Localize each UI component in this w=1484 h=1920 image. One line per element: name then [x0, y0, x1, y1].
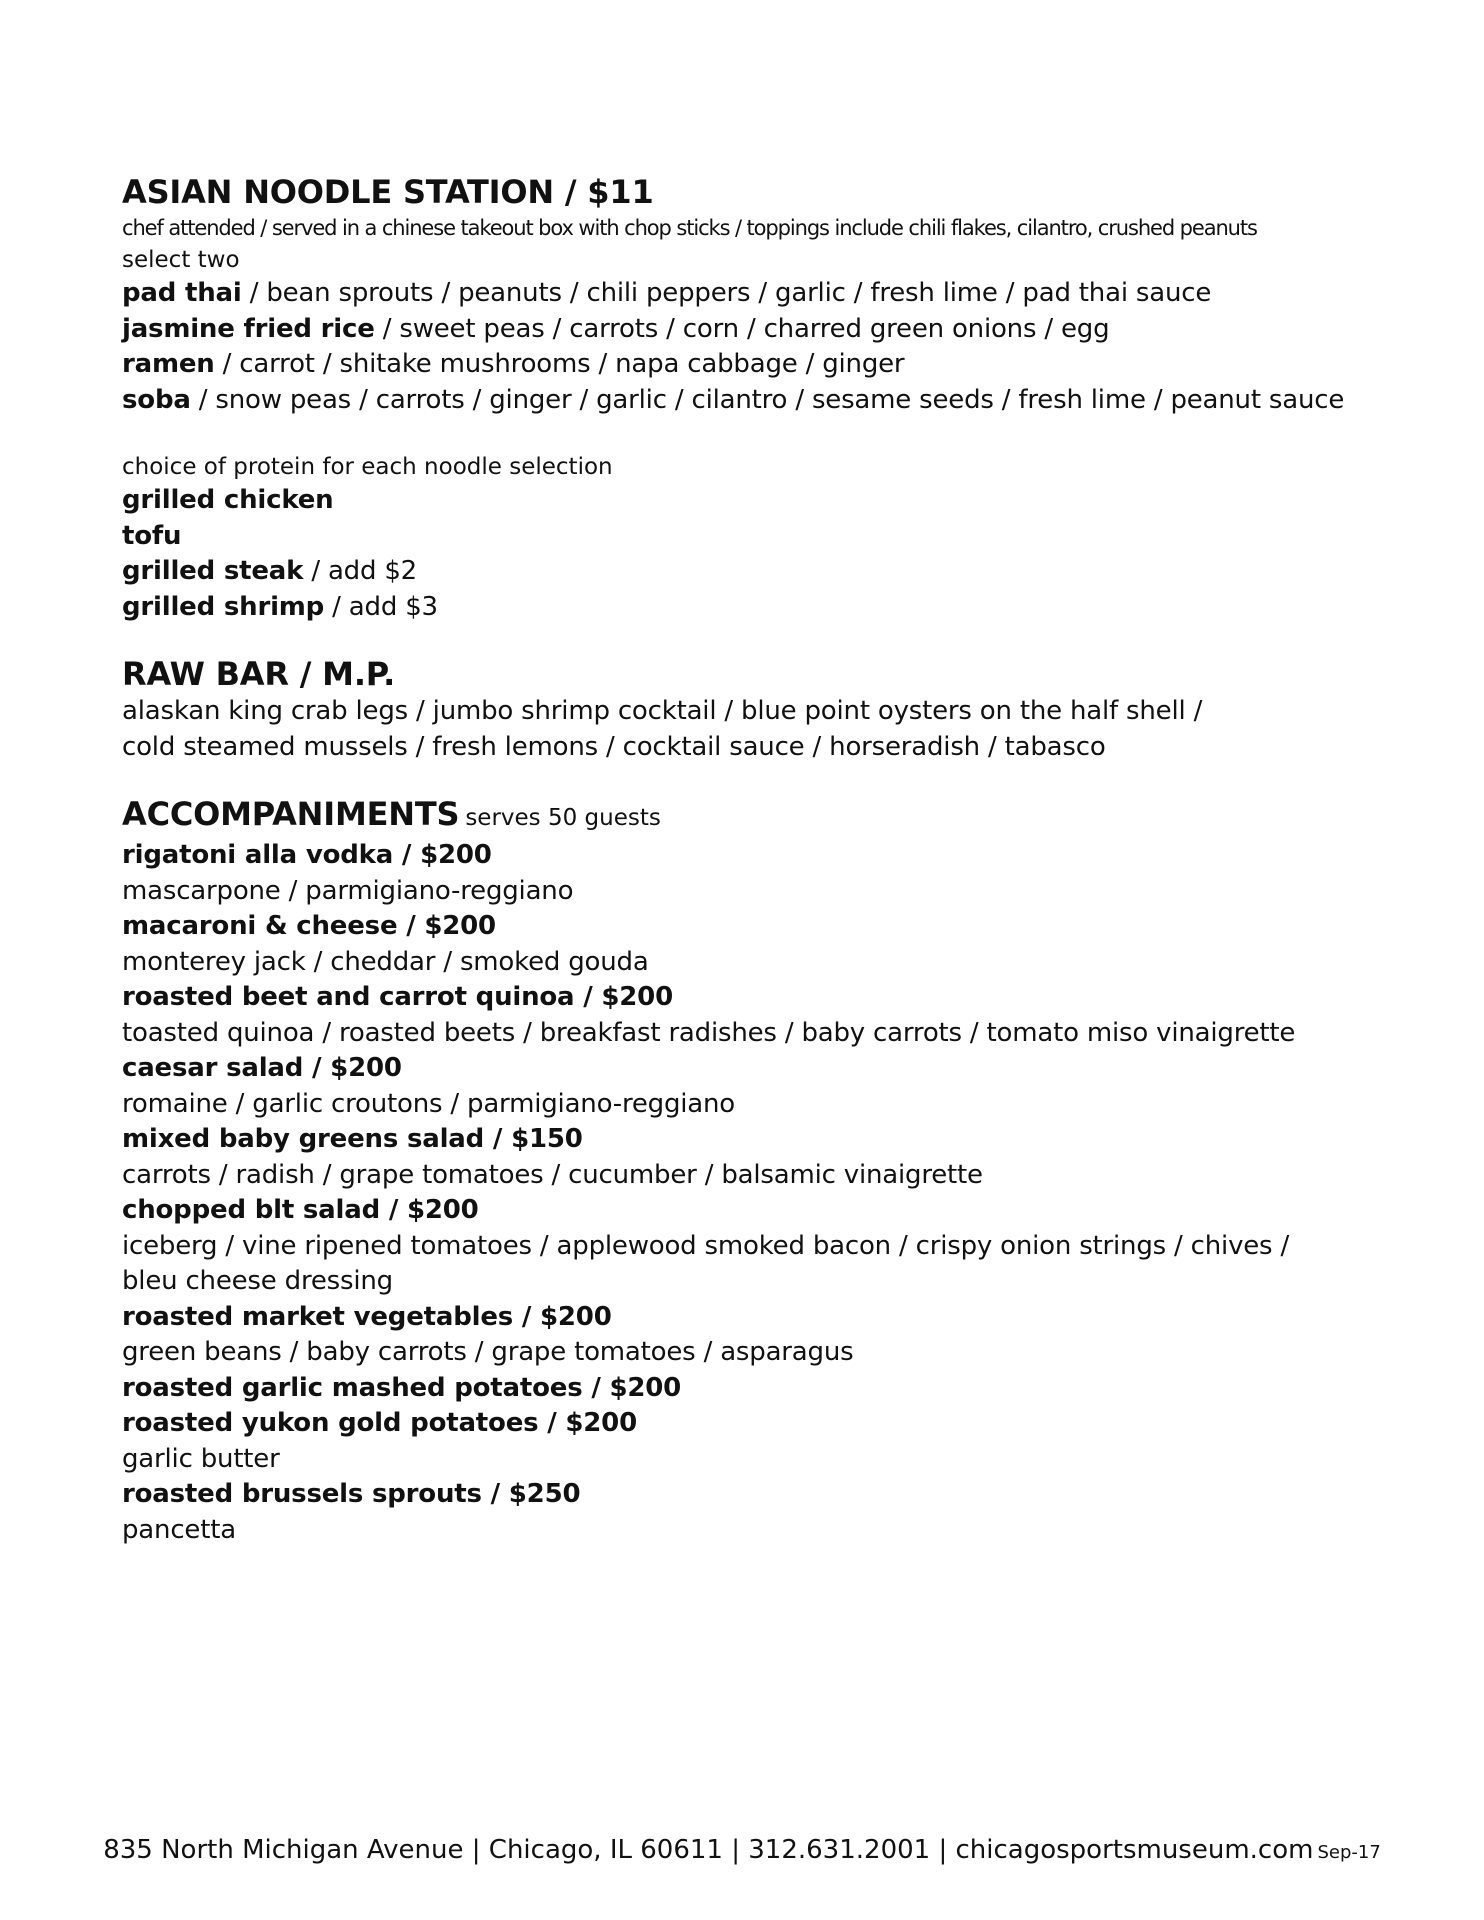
- accompaniment-desc: pancetta: [122, 1514, 236, 1545]
- footer-contact: 835 North Michigan Avenue | Chicago, IL 60611 | 312.631.2001 | chicagosportsmuseum.com: [103, 1835, 1314, 1865]
- noodle-list: [122, 276, 1372, 418]
- protein-item: [122, 590, 1372, 626]
- protein-list: [122, 483, 1372, 625]
- select-two-note: select two: [122, 247, 240, 273]
- asian-noodle-title: ASIAN NOODLE STATION / $11: [122, 173, 654, 211]
- protein-note: choice of protein for each noodle selection: [122, 454, 613, 480]
- serves-note: serves 50 guests: [465, 805, 661, 831]
- raw-bar-title: RAW BAR / M.P.: [122, 655, 396, 693]
- accompaniment-name: macaroni & cheese / $200: [122, 911, 496, 941]
- item-name: grilled chicken: [122, 485, 334, 515]
- accompaniment-name: roasted garlic mashed potatoes / $200: [122, 1372, 682, 1403]
- accompaniment-name: chopped blt salad / $200: [122, 1195, 479, 1225]
- protein-item: [122, 483, 1372, 519]
- accompaniment-name: roasted beet and carrot quinoa / $200: [122, 982, 673, 1012]
- item-name: pad thai: [122, 278, 242, 308]
- item-name: tofu: [122, 520, 182, 551]
- noodle-item: [122, 276, 1372, 312]
- accompaniment-desc: romaine / garlic croutons / parmigiano-reggiano: [122, 1088, 736, 1119]
- item-name: grilled shrimp: [122, 591, 325, 622]
- asian-noodle-note: chef attended / served in a chinese takeout box with chop sticks / toppings include chili flakes, cilantro, crushed peanuts: [122, 216, 1257, 240]
- noodle-item: [122, 383, 1372, 419]
- item-desc: / snow peas / carrots / ginger / garlic / cilantro / sesame seeds / fresh lime / peanut sauce: [190, 384, 1345, 415]
- item-desc: / bean sprouts / peanuts / chili peppers / garlic / fresh lime / pad thai sauce: [241, 278, 1212, 308]
- item-name: soba: [122, 384, 191, 415]
- protein-item: [122, 554, 1372, 590]
- accompaniment-desc: mascarpone / parmigiano-reggiano: [122, 875, 574, 906]
- raw-bar-line: alaskan king crab legs / jumbo shrimp cocktail / blue point oysters on the half shell /: [122, 696, 1203, 726]
- accompaniments-title-text: ACCOMPANIMENTS: [122, 795, 460, 833]
- footer: [0, 1830, 1484, 1873]
- accompaniment-name: rigatoni alla vodka / $200: [122, 840, 492, 870]
- accompaniment-name: roasted yukon gold potatoes / $200: [122, 1408, 637, 1438]
- protein-item: [122, 519, 1372, 555]
- item-desc: / sweet peas / carrots / corn / charred green onions / egg: [374, 313, 1110, 344]
- accompaniments-list: [122, 838, 1372, 1548]
- raw-bar-line: cold steamed mussels / fresh lemons / cocktail sauce / horseradish / tabasco: [122, 731, 1106, 762]
- accompaniment-desc: monterey jack / cheddar / smoked gouda: [122, 946, 649, 977]
- accompaniment-desc: bleu cheese dressing: [122, 1266, 393, 1296]
- noodle-item: [122, 347, 1372, 383]
- item-desc: / add $2: [303, 556, 418, 586]
- spacer: [122, 625, 1372, 654]
- accompaniments-section: [122, 794, 1372, 1548]
- accompaniment-desc: green beans / baby carrots / grape tomatoes / asparagus: [122, 1337, 854, 1367]
- item-name: grilled steak: [122, 556, 304, 586]
- asian-noodle-section: [122, 172, 1372, 625]
- raw-bar-section: [122, 654, 1372, 765]
- accompaniments-title: [122, 794, 1372, 838]
- spacer: [122, 765, 1372, 794]
- item-name: jasmine fried rice: [122, 313, 375, 344]
- spacer: [122, 418, 1372, 451]
- accompaniment-desc: iceberg / vine ripened tomatoes / applewood smoked bacon / crispy onion strings / chives /: [122, 1230, 1290, 1261]
- accompaniment-desc: carrots / radish / grape tomatoes / cucumber / balsamic vinaigrette: [122, 1159, 983, 1190]
- item-desc: / carrot / shitake mushrooms / napa cabbage / ginger: [214, 349, 905, 379]
- accompaniment-name: roasted brussels sprouts / $250: [122, 1479, 581, 1509]
- accompaniment-name: mixed baby greens salad / $150: [122, 1124, 583, 1154]
- accompaniment-desc: garlic butter: [122, 1443, 280, 1474]
- footer-date: Sep-17: [1317, 1842, 1381, 1863]
- noodle-item: [122, 312, 1372, 348]
- item-name: ramen: [122, 349, 215, 379]
- accompaniment-name: caesar salad / $200: [122, 1053, 402, 1083]
- accompaniment-desc: toasted quinoa / roasted beets / breakfast radishes / baby carrots / tomato miso vinaigrette: [122, 1017, 1296, 1048]
- accompaniment-name: roasted market vegetables / $200: [122, 1301, 612, 1332]
- menu-content: [122, 172, 1372, 1548]
- item-desc: / add $3: [324, 591, 438, 622]
